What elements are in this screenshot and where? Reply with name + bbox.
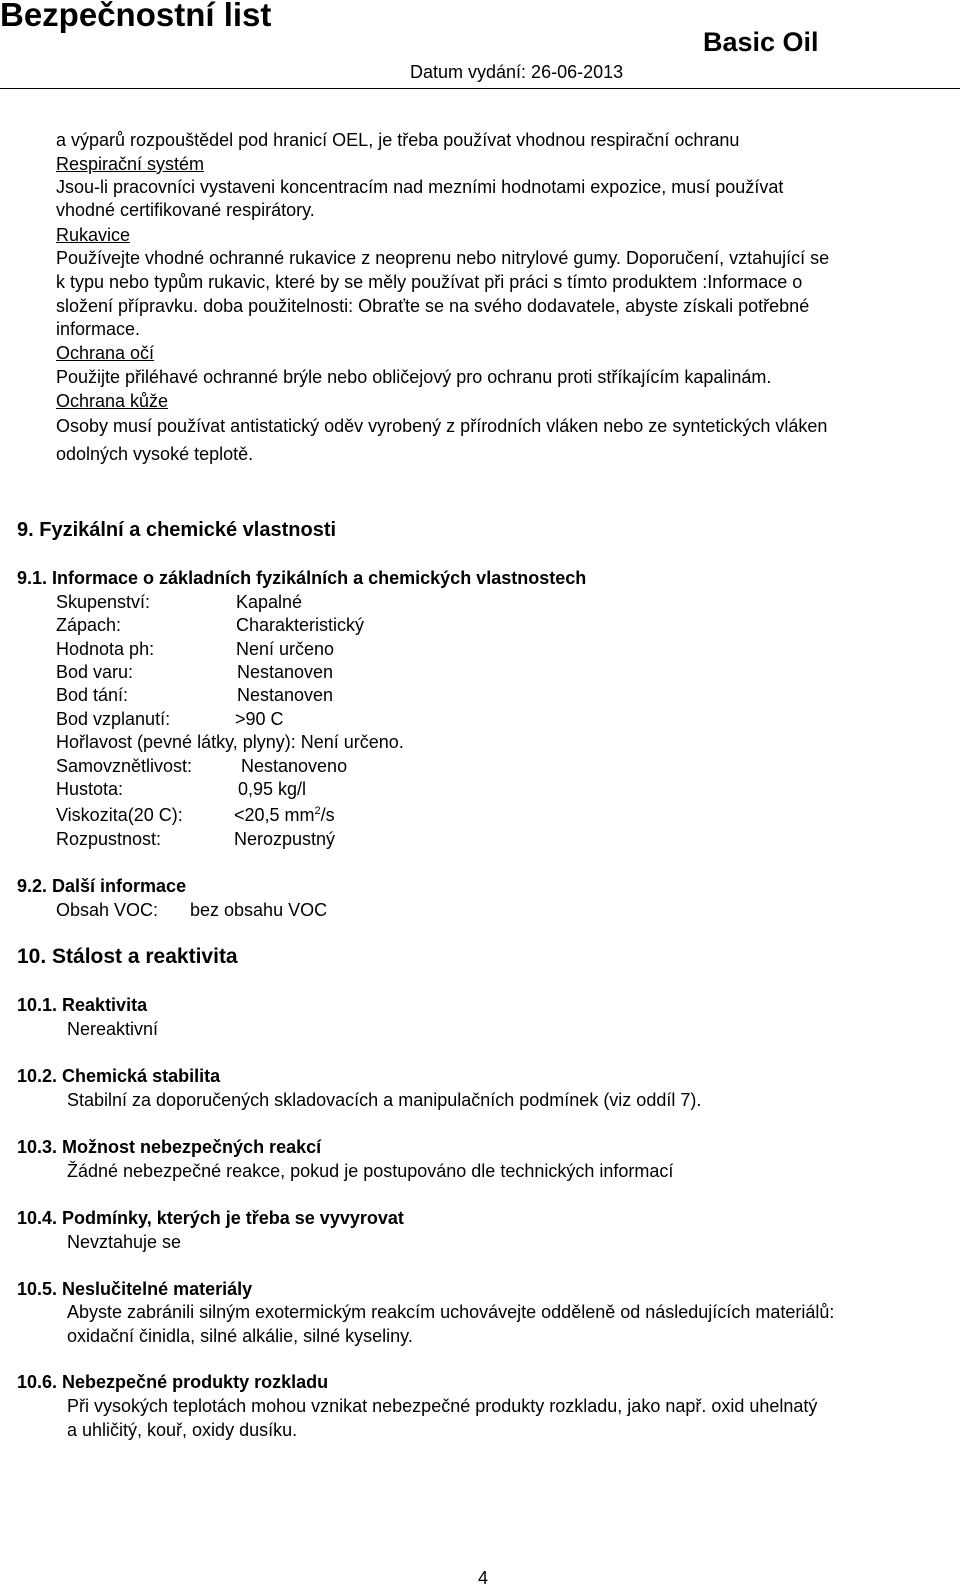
property-label: Bod varu: [56, 662, 134, 682]
property-value: Nestanoveno [241, 756, 348, 776]
property-label: Bod tání: [56, 685, 129, 705]
property-value [234, 804, 335, 826]
eyes-text: Použijte přiléhavé ochranné brýle nebo obličejový pro ochranu proti stříkajícím kapalinám. [56, 367, 772, 387]
property-value: >90 C [235, 709, 284, 729]
subsection-heading: 10.1. Reaktivita [17, 995, 148, 1015]
resp-intro-text: a výparů rozpouštědel pod hranicí OEL, je třeba používat vhodnou respirační ochranu [56, 130, 740, 150]
section-10-heading: 10. Stálost a reaktivita [17, 945, 238, 968]
subsection-text: Nereaktivní [67, 1019, 159, 1039]
section-9-heading: 9. Fyzikální a chemické vlastnosti [17, 519, 337, 541]
eyes-heading: Ochrana očí [56, 343, 155, 363]
skin-text-line: odolných vysoké teplotě. [56, 444, 254, 464]
property-label: Hustota: [56, 779, 124, 799]
property-value: Není určeno [236, 639, 335, 659]
property-value: Nerozpustný [234, 829, 336, 849]
subsection-text: Abyste zabránili silným exotermickým reakcím uchovávejte odděleně od následujících materiálů: [67, 1302, 835, 1322]
subsection-text: oxidační činidla, silné alkálie, silné kyseliny. [67, 1326, 413, 1346]
subsection-heading: 10.2. Chemická stabilita [17, 1066, 221, 1086]
section-9-1-heading: 9.1. Informace o základních fyzikálních a chemických vlastnostech [17, 568, 587, 588]
resp-text-line: vhodné certifikované respirátory. [56, 200, 315, 220]
skin-text-line: Osoby musí používat antistatický oděv vyrobený z přírodních vláken nebo ze syntetických vláken [56, 416, 828, 436]
gloves-text-line: k typu nebo typům rukavic, které by se měly používat při práci s tímto produktem :Informace o [56, 272, 803, 292]
document-title: Bezpečnostní list [0, 0, 272, 33]
subsection-text: Nevztahuje se [67, 1232, 182, 1252]
resp-heading: Respirační systém [56, 154, 205, 174]
property-label: Viskozita(20 C): [56, 805, 183, 825]
gloves-text-line: informace. [56, 319, 141, 339]
property-label: Bod vzplanutí: [56, 709, 171, 729]
property-label: Skupenství: [56, 592, 151, 612]
property-label: Samovznětlivost: [56, 756, 193, 776]
issue-date: Datum vydání: 26-06-2013 [410, 62, 624, 82]
voc-value: bez obsahu VOC [190, 900, 328, 920]
property-label: Zápach: [56, 615, 122, 635]
gloves-text-line: Používejte vhodné ochranné rukavice z neoprenu nebo nitrylové gumy. Doporučení, vztahující se [56, 248, 830, 268]
voc-label: Obsah VOC: [56, 900, 159, 920]
property-label: Rozpustnost: [56, 829, 162, 849]
subsection-text: Stabilní za doporučených skladovacích a manipulačních podmínek (viz oddíl 7). [67, 1090, 702, 1110]
property-value: 0,95 kg/l [238, 779, 307, 799]
subsection-text: Žádné nebezpečné reakce, pokud je postupováno dle technických informací [67, 1161, 674, 1181]
resp-text-line: Jsou-li pracovníci vystaveni koncentracím nad mezními hodnotami expozice, musí používat [56, 177, 784, 197]
subsection-heading: 10.6. Nebezpečné produkty rozkladu [17, 1372, 329, 1392]
property-value: Charakteristický [236, 615, 365, 635]
property-value: Kapalné [236, 592, 303, 612]
property-value: Nestanoven [237, 685, 334, 705]
gloves-text-line: složení přípravku. doba použitelnosti: Obraťte se na svého dodavatele, abyste získali potřebné [56, 296, 810, 316]
property-label: Hodnota ph: [56, 639, 155, 659]
subsection-heading: 10.3. Možnost nebezpečných reakcí [17, 1137, 322, 1157]
property-label: Hořlavost (pevné látky, plyny): Není určeno. [56, 732, 404, 752]
subsection-heading: 10.5. Neslučitelné materiály [17, 1279, 253, 1299]
section-9-2-heading: 9.2. Další informace [17, 876, 187, 896]
viscosity-exponent: 2 [314, 805, 321, 817]
subsection-text: a uhličitý, kouř, oxidy dusíku. [67, 1420, 298, 1440]
gloves-heading: Rukavice [56, 225, 131, 245]
viscosity-unit-tail: /s [320, 805, 335, 825]
skin-heading: Ochrana kůže [56, 391, 169, 411]
subsection-heading: 10.4. Podmínky, kterých je třeba se vyvyrovat [17, 1208, 404, 1228]
property-value: Nestanoven [237, 662, 334, 682]
product-name: Basic Oil [703, 27, 819, 57]
subsection-text: Při vysokých teplotách mohou vznikat nebezpečné produkty rozkladu, jako např. oxid uhelnatý [67, 1396, 818, 1416]
page-number: 4 [478, 1568, 489, 1588]
viscosity-value: <20,5 mm [234, 805, 315, 825]
header-divider [0, 88, 960, 89]
